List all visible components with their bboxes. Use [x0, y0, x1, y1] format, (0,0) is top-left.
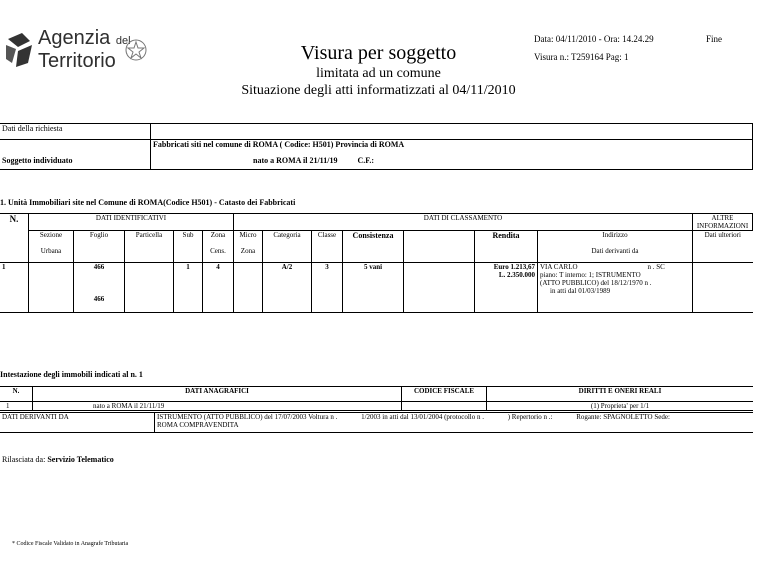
fine-label: Fine: [706, 34, 723, 44]
dati-derivanti-label: DATI DERIVANTI DA: [0, 413, 155, 433]
col-zona: Zona Cens.: [203, 231, 234, 263]
col-sezione: Sezione Urbana: [29, 231, 74, 263]
richiesta-label: Dati della richiesta: [0, 124, 151, 140]
dati-identificativi-header: DATI IDENTIFICATIVI: [29, 214, 234, 231]
col-sub: Sub: [174, 231, 203, 263]
footnote: * Codice Fiscale Validato in Anagrafe Tributaria: [12, 541, 129, 547]
page-subtitle-1: limitata ad un comune: [316, 66, 441, 81]
visura-number: Visura n.: T259164 Pag: 1: [534, 52, 629, 62]
col-particella: Particella: [125, 231, 174, 263]
agenzia-logo-text: Agenzia del Territorio: [38, 27, 131, 72]
classamento-table: [0, 213, 753, 313]
diritti-header: DIRITTI E ONERI REALI: [487, 387, 754, 402]
table-row: 1 nato a ROMA il 21/11/19 (1) Proprieta' per 1/1: [0, 402, 753, 411]
page-title: Visura per soggetto: [300, 42, 457, 64]
soggetto-value: nato a ROMA il 21/11/19 C.F.:: [151, 156, 753, 170]
col-indirizzo: Indirizzo Dati derivanti da: [538, 231, 693, 263]
dati-anagrafici-header: DATI ANAGRAFICI: [33, 387, 402, 402]
dati-classamento-header: DATI DI CLASSAMENTO: [234, 214, 693, 231]
section1-title: 1. Unità Immobiliari site nel Comune di ROMA(Codice H501) - Catasto dei Fabbricati: [0, 198, 296, 207]
col-n-header: N.: [0, 214, 29, 263]
altre-informazioni-header: ALTRE INFORMAZIONI: [693, 214, 753, 231]
date-time: Data: 04/11/2010 - Ora: 14.24.29: [534, 34, 654, 44]
rilasciata-da: Rilasciata da: Servizio Telematico: [2, 455, 114, 464]
col-micro: Micro Zona: [234, 231, 263, 263]
indirizzo-cell: VIA CARLO n . SC piano: T interno: 1; ISTRUMENTO (ATTO PUBBLICO) del 18/12/1970 n . in atti dal 01/03/1989: [538, 263, 693, 313]
table-row: 1 466 466 1 4 A/2 3 5 vani Euro 1.213,67 L. 2.350.000 VIA CARLO n . SC piano: T interno: 1; ISTRUMENTO (ATTO PUBBLICO) del 18/12/1970 n . in atti dal 01/03/1989: [0, 263, 753, 313]
col-rendita: Rendita: [475, 231, 538, 263]
codice-fiscale-header: CODICE FISCALE: [402, 387, 487, 402]
col-classe: Classe: [312, 231, 343, 263]
section2-title: Intestazione degli immobili indicati al n. 1: [0, 370, 143, 379]
page-subtitle-2: Situazione degli atti informatizzati al 04/11/2010: [241, 83, 516, 98]
col-categoria: Categoria: [263, 231, 312, 263]
col-foglio: Foglio: [74, 231, 125, 263]
richiesta-value: Fabbricati siti nel comune di ROMA ( Codice: H501) Provincia di ROMA: [151, 140, 753, 156]
dati-derivanti-table: [0, 412, 753, 433]
col-n2-header: N.: [0, 387, 33, 402]
intestazione-table: [0, 386, 753, 411]
richiesta-table: [0, 123, 753, 170]
col-ulteriori: Dati ulteriori: [693, 231, 753, 263]
col-consistenza: Consistenza: [343, 231, 404, 263]
dati-derivanti-value: ISTRUMENTO (ATTO PUBBLICO) del 17/07/2003 Voltura n . 1/2003 in atti dal 13/01/2004 (protocollo n . ) Repertorio n .: Rogante: SPAGNOLETTO Sede: ROMA COMPRAVENDITA: [155, 413, 754, 433]
soggetto-label: Soggetto individuato: [0, 156, 151, 170]
